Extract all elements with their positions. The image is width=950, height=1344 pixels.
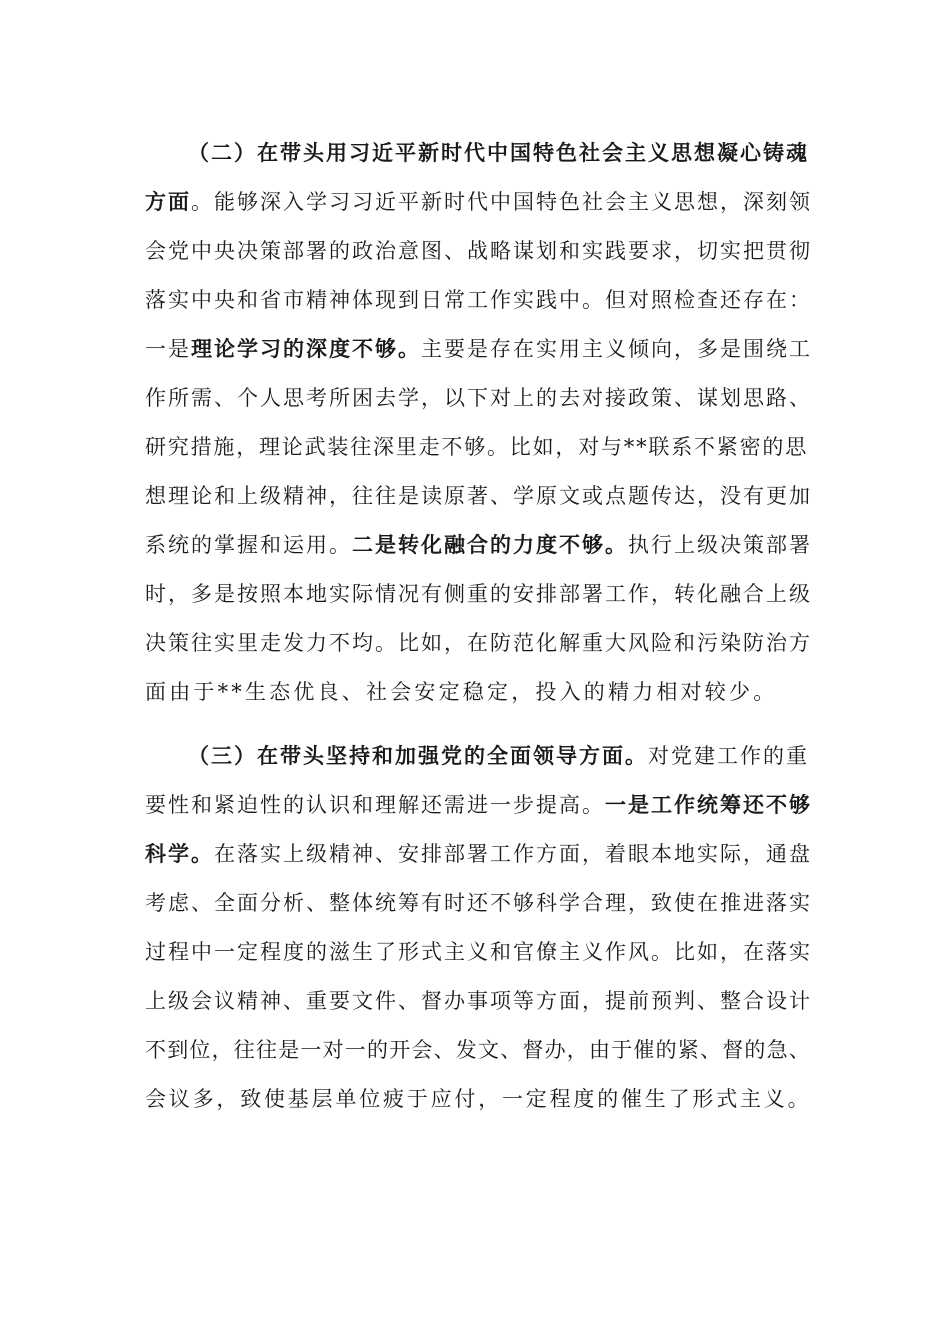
body-text: 过程中一定程度的滋生了形式主义和官僚主义作风。比如，在落实 (145, 940, 812, 964)
body-text: 决策往实里走发力不均。比如，在防范化解重大风险和污染防治方 (145, 631, 812, 655)
body-text: 执行上级决策部署 (628, 533, 812, 557)
point-1-heading: 理论学习的深度不够。 (191, 336, 421, 361)
section-2-line-10 (145, 574, 812, 614)
section-2-line-5 (145, 329, 812, 369)
section-2-line-3 (145, 231, 812, 271)
section-2-heading: （二）在带头用习近平新时代中国特色社会主义思想凝心铸魂 (188, 140, 809, 165)
section-2-line-11 (145, 623, 812, 663)
section-2-heading-end: 方面 (145, 189, 191, 214)
point-2-heading: 二是转化融合的力度不够。 (352, 532, 628, 557)
body-text: 研究措施，理论武装往深里走不够。比如，对与**联系不紧密的思 (145, 435, 808, 459)
section-2-line-8 (145, 476, 812, 516)
body-text: 。能够深入学习习近平新时代中国特色社会主义思想，深刻领 (191, 190, 812, 214)
body-text: 主要是存在实用主义倾向，多是围绕工 (421, 337, 812, 361)
section-3-line-1 (188, 736, 809, 776)
section-3-line-7 (145, 1030, 811, 1070)
section-2-line-4 (145, 280, 812, 320)
section-3-heading: （三）在带头坚持和加强党的全面领导方面。 (188, 743, 648, 768)
section-3-line-8 (145, 1079, 811, 1119)
body-text: 会党中央决策部署的政治意图、战略谋划和实践要求，切实把贯彻 (145, 239, 812, 263)
body-text: 想理论和上级精神，往往是读原著、学原文或点题传达，没有更加 (145, 484, 812, 508)
section-2-line-1 (188, 133, 809, 173)
body-text: 一是 (145, 337, 191, 361)
body-text: 面由于**生态优良、社会安定稳定，投入的精力相对较少。 (145, 680, 778, 704)
section-3-line-6 (145, 981, 812, 1021)
section-2-line-7 (145, 427, 808, 467)
body-text: 考虑、全面分析、整体统筹有时还不够科学合理，致使在推进落实 (145, 891, 812, 915)
body-text: 在落实上级精神、安排部署工作方面，着眼本地实际，通盘 (214, 842, 812, 866)
body-text: 落实中央和省市精神体现到日常工作实践中。但对照检查还存在： (145, 288, 812, 312)
point-3-heading: 一是工作统筹还不够 (605, 792, 812, 817)
body-text: 系统的掌握和运用。 (145, 533, 352, 557)
body-text: 不到位，往往是一对一的开会、发文、督办，由于催的紧、督的急、 (145, 1038, 811, 1062)
body-text: 时，多是按照本地实际情况有侧重的安排部署工作，转化融合上级 (145, 582, 812, 606)
section-2-line-12 (145, 672, 777, 712)
section-2-line-6 (145, 378, 812, 418)
section-2-line-2 (145, 182, 812, 222)
section-3-line-2 (145, 785, 812, 825)
body-text: 会议多，致使基层单位疲于应付，一定程度的催生了形式主义。 (145, 1087, 812, 1111)
body-text: 作所需、个人思考所困去学，以下对上的去对接政策、谋划思路、 (145, 386, 812, 410)
body-text: 要性和紧迫性的认识和理解还需进一步提高。 (145, 793, 605, 817)
body-text: 对党建工作的重 (648, 744, 809, 768)
section-3-line-3 (145, 834, 812, 874)
section-2-line-9 (145, 525, 812, 565)
section-3-line-4 (145, 883, 812, 923)
point-3-heading-end: 科学。 (145, 841, 214, 866)
body-text: 上级会议精神、重要文件、督办事项等方面，提前预判、整合设计 (145, 989, 812, 1013)
section-3-line-5 (145, 932, 812, 972)
